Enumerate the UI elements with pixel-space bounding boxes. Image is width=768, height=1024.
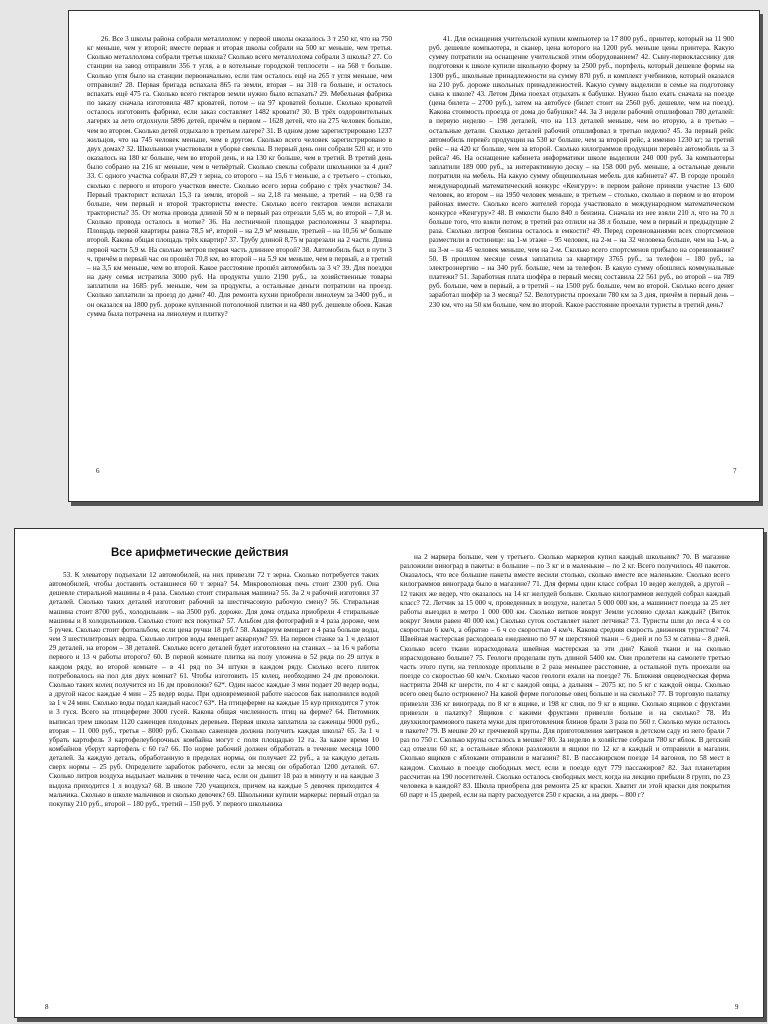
page-8-text: 53. К элеватору подъехали 12 автомобилей, на них привезли 72 т зерна. Сколько потребуется таких автомобилей, чтобы доставить оставшиеся 60 т зерна? 54. Микроволновая печь стоит 2300 руб. Она дешевле стиральной машины в 4 раза. Сколько стоит стиральная машина? 55. За 2 ч рабочий изготовил 37 деталей. Сколько таких деталей изготовит рабочий за шестичасовую рабочую смену? 56. Стиральная машина стоит 8700 руб., холодильник – на 3500 руб. дороже. Для дома отдыха приобрели 4 стиральные машины и 8 холодильников. Сколько стоит вся покупка? 57. Альбом для фотографий в 4 раза дороже, чем 5 ручек. Сколько стоит фотоальбом, если цена ручки 18 руб.? 58. Аквариум вмещает в 4 раза больше воды, чем 3 шестилитровых ведра. Сколько литров воды вмещает аквариум? 59. На первом станке за 1 ч делают 29 деталей, на втором – 38 деталей. Сколько всего деталей будет изготовлено на станках – за 16 ч работы первого и 13 ч работы второго? 60. В первой комнате плитка на полу уложена в 52 ряда по 29 штук в каждом ряду, во второй комнате – в 41 ряд по 34 штуки в каждом ряду. Сколько всего плиток потребовалось на пол для двух комнат? 61. Чтобы изготовить 15 колец, необходимо 24 дм проволоки. Сколько таких колец получится из 16 дм проволоки? 62*. Один насос каждые 3 мин подает 20 ведер воды, а другой насос каждые 4 мин – 25 ведер воды. При одновременной работе насосов бак наполнился водой за 1 ч 24 мин. Сколько воды подал каждый насос? 63*. На птицеферме на каждые 15 кур приходится 7 уток и 3 гуся. Всего на птицеферме 3000 гусей. Какова общая численность птиц на ферме? 64. Питомник выписал трем школам 1120 саженцев плодовых деревьев. Первая школа заплатила за саженцы 9000 руб., вторая – 11 000 руб., третья – 8000 руб. Сколько саженцев должна получить каждая школа? 65. За 1 ч убрать картофель 3 картофелеуборочных комбайна могут с поля площадью 12 га. За какое время 10 комбайнов уберут картофель с 60 га? 66. По норме рабочий должен обработать в течение месяца 1000 деталей. За каждую деталь, обработанную в пределах нормы, он получает 22 руб., а за каждую деталь сверх нормы – 25 руб. Определите заработок рабочего, если за месяц он обработал 1200 деталей. 67. Сколько литров воздуха выдыхает мальчик в течение часа, если он дышит 18 раз в минуту и на каждые 3 выдоха приходится 1 л воздуха? 68. В школе 720 учащихся, причем на каждые 5 девочек приходится 4 мальчика. Сколько в школе мальчиков и сколько девочек? 69. Школьники купили маркеры: первый отдал за покупку 210 руб., второй – 180 руб., третий – 150 руб. У первого школьника <box>49 571 379 808</box>
page-6-text: 26. Все 3 школы района собрали металлолом: у первой школы оказалось 3 т 250 кг, что на 750 кг меньше, чем у второй; вместе первая и вторая школы собрали на 500 кг меньше, чем третья. Сколько металлолома собрали третья школа? Сколько всего металлолома собрали 3 школы? 27. Со станции на завод отправили 356 т угля, а в котельные городской теплосети – на 568 т больше. Сколько угля было на станции первоначально, если там осталось ещё на 265 т угля меньше, чем отправили? 28. Первая бригада вспахала 865 га земли, вторая – на 318 га больше, и осталось вспахать ещё 475 га. Сколько всего гектаров земли нужно было вспахать? 29. Мебельная фабрика по заказу сначала изготовила 487 кроватей, потом – на 97 кроватей больше. Сколько кроватей осталось изготовить фабрике, если заказ составляет 1482 кровати? 30. В трёх оздоровительных лагерях за лето отдохнули 5896 детей, причём в первом – 1628 детей, что на 275 человек больше, чем во втором. Сколько детей отдыхало в третьем лагере? 31. В одном доме зарегистрировано 1237 жильцов, что на 745 человек меньше, чем в другом. Сколько всего человек зарегистрировано в двух домах? 32. Школьники участвовали в уборке свеклы. В первый день они собрали 520 кг, и это оказалось на 180 кг больше, чем во второй день, и на 130 кг больше, чем в третий. В третий день было собрано на 216 кг меньше, чем в четвёртый. Сколько свеклы собрали школьники за 4 дня? 33. С одного участка собрали 87,29 т зерна, со второго – на 15,6 т меньше, а с третьего – столько, сколько с первого и второго участков вместе. Сколько всего зерна собрано с трёх участков? 34. Первый тракторист вспахал 15,3 га земли, второй – на 2,18 га меньше, а третий – на 0,98 га больше, чем первый и второй трактористы вместе. Сколько всего гектаров земли вспахали трактористы? 35. От мотка провода длиной 50 м в первый раз отрезали 5,65 м, во второй – 7,8 м. Сколько провода осталось в мотке? 36. На лестничной площадке расположены 3 квартиры. Площадь первой квартиры равна 78,5 м², второй – на 2,9 м² меньше, третьей – на 10,56 м² больше второй. Какова общая площадь трёх квартир? 37. Трубу длиной 8,75 м разрезали на 2 части. Длина первой части 5,9 м. На сколько метров первая часть длиннее второй? 38. Автомобиль был в пути 3 ч, причём в первый час он прошёл 70,8 км, во второй – на 5,9 км меньше, чем в первый, а в третий – на 3,5 км меньше, чем во второй. Какое расстояние прошёл автомобиль за 3 ч? 39. Для поездки на дачу семья истратила 3000 руб. На продукты ушло 2190 руб., за хозяйственные товары заплатили на 1685 руб. меньше, чем за продукты, а остальные деньги потратили на проезд. Сколько заплатили за проезд до дачи? 40. Для ремонта кухни приобрели линолеум за 3400 руб., и он оказался на 1800 руб. дороже купленной потолочной плитки и на 480 руб. дешевле обоев. Какая сумма была потрачена на линолеум и плитку? <box>87 35 392 318</box>
page-7-text: 41. Для оснащения учительской купили компьютер за 17 800 руб., принтер, который на 11 900 руб. дешевле компьютера, и сканер, цена которого на 1200 руб. меньше цены принтера. Какую сумму потратили на оснащение учительской этим оборудованием? 42. Сыну-первокласснику для подготовки к школе купили школьную форму за 2500 руб., портфель, который дешевле формы на 1300 руб., школьные принадлежности на сумму 870 руб. и комплект учебников, который оказался на 210 руб. дороже школьных принадлежностей. Какую сумму выделили в семье на подготовку сына к школе? 43. Летом Дима поехал отдыхать к бабушке. Нужно было ехать сначала на поезде (цена билета – 2700 руб.), затем на автобусе (билет стоит на 2560 руб. дешевле, чем на поезд). Какова стоимость проезда от дома до бабушки? 44. За 3 недели рабочий отшлифовал 780 деталей: в первую неделю – 198 деталей, что на 113 деталей меньше, чем во вторую, а в третью – остальные детали. Сколько деталей рабочий отшлифовал в третью неделю? 45. За первый рейс автомобиль перевёз продукции на 530 кг больше, чем за второй рейс, а именно 1230 кг; за третий рейс – на 420 кг больше, чем за второй. Сколько килограммов продукции перевёз автомобиль за 3 рейса? 46. На оснащение кабинета информатики школе выделили 240 000 руб. За компьютеры заплатили 189 000 руб., за интерактивную доску – на 158 000 руб. меньше, а остальные деньги потратили на мебель. На какую сумму общешкольная мебель для кабинета? 47. В городе прошёл международный математический конкурс «Кенгуру»: в первом районе приняли участие 13 600 человек, во втором – на 1950 человек меньше, в третьем – столько, сколько в первом и во втором районах вместе. Сколько всего жителей города участвовало в международном математическом конкурсе «Кенгуру»? 48. В емкости было 840 л бензина. Сначала из нее взяли 210 л, что на 70 л больше того, что взяли потом; в третий раз отлили на 38 л больше, чем в первый и предыдущие 2 раза. Сколько литров бензина осталось в емкости? 49. Перед соревнованиями всех спортсменов разместили в гостинице: на 1-м этаже – 95 человек, на 2-м – на 32 человека больше, чем на 1-м, а на 3-м – на 45 человек меньше, чем на 2-м. Сколько всего спортсменов прибыло на соревнования? 50. В прошлом месяце семья заплатила за квартиру 3765 руб., за телефон – 180 руб., за электроэнергию – на 340 руб. больше, чем за телефон. В какую сумму обошлись коммунальные платежи? 51. Заработная плата шофёра в первый месяц составила 22 561 руб., во второй – на 789 руб. больше, чем в первый, а в третий – на 1500 руб. больше, чем во второй. Сколько всего денег заработал шофёр за 3 месяца? 52. Велотуристы проехали 780 км за 3 дня, причём в первый день – 230 км, что на 50 км больше, чем во второй. Какое расстояние проехали туристы в третий день? <box>429 35 734 309</box>
bottom-page-spread <box>14 528 764 1018</box>
page-9-column <box>400 553 730 800</box>
page-6-column <box>87 35 392 319</box>
page-number-8: 8 <box>45 1003 49 1011</box>
page-9-text: на 2 маркера больше, чем у третьего. Сколько маркеров купил каждый школьник? 70. В магазине разложили виноград в пакеты: в большие – по 3 кг и в маленькие – по 2 кг. Всего получилось 40 пакетов. Оказалось, что все большие пакеты вместе весили столько, сколько вместе все маленькие. Сколько всего килограммов винограда было в магазине? 71. Для фермы один класс собрал 10 ведер желудей, а другой – 12 таких же ведер, что оказалось на 14 кг желудей больше. Сколько килограммов желудей собрал каждый класс? 72. Летчик за 15 000 ч, проведенных в воздухе, налетал 5 000 000 км, а машинист поезда за 25 лет работы выездил в метро 1 000 000 км. Сколько витков вокруг Земли условно сделал каждый? (Виток вокруг Земли равен 40 000 км.) Сколько суток составляет налет летчика? 73. Туристы шли до леса 4 ч со скоростью 6 км/ч, а обратно – 6 ч со скоростью 4 км/ч. Какова средняя скорость движения туристов? 74. Швейная мастерская расходовала ежедневно по 97 м шерстяной ткани – 6 дней и по 53 м сатина – 8 дней. Сколько всего ткани израсходовала швейная мастерская за эти дни? Какой ткани и на сколько израсходовано больше? 75. Геологи проделали путь длиной 5400 км. Они пролетели на самолете третью часть этого пути, на теплоходе проплыли в 2 раза меньшее расстояние, а остальной путь проехали на поезде со скоростью 60 км/ч. Сколько часов геологи ехали на поезде? 76. Ближняя овцеводческая ферма настригла 2048 кг шерсти, по 4 кг с каждой овцы, а дальняя – 2075 кг, по 5 кг с каждой овцы. Сколько всего овец было острижено? На какой ферме поголовье овец больше и на сколько? 77. В торговую палатку привезли 336 кг винограда, по 8 кг в ящике, и 198 кг слив, по 9 кг в ящике. Сколько ящиков с фруктами привезли в палатку? Ящиков с какими фруктами привезли больше и на сколько? 78. Из двухкилограммового пакета муки для приготовления блинов брали 3 раза по 560 г. Сколько муки осталось в пакете? 79. В мешке 20 кг гречневой крупы. Для приготовления завтраков в детском саду из него брали 7 раз по 750 г. Сколько крупы осталось в мешке? 80. За неделю в хозяйстве собрали 780 кг яблок. В детский сад отвезли 60 кг, а остальные яблоки разложили в ящики по 12 кг в каждый и отправили в магазин. Сколько ящиков с яблоками отправили в магазин? 81. В пассажирском поезде 14 вагонов, по 58 мест в каждом. Сколько в поезде свободных мест, если в поезде едут 779 пассажиров? 82. Зал планетария рассчитан на 190 посетителей. Сколько осталось свободных мест, когда на лекцию прибыли 8 групп, по 23 человека в каждой? 83. Школа приобрела для ремонта 25 кг краски. Хватит ли этой краски для покрытия 60 парт и 15 дверей, если на парту расходуется 250 г краски, а на дверь – 800 г? <box>400 553 730 800</box>
page-7-column <box>429 35 734 310</box>
page-8-column <box>49 571 379 809</box>
page-number-7: 7 <box>733 467 737 475</box>
page-number-6: 6 <box>96 467 100 475</box>
page-number-9: 9 <box>735 1003 739 1011</box>
section-heading: Все арифметические действия <box>111 547 289 559</box>
top-page-spread <box>68 10 760 502</box>
